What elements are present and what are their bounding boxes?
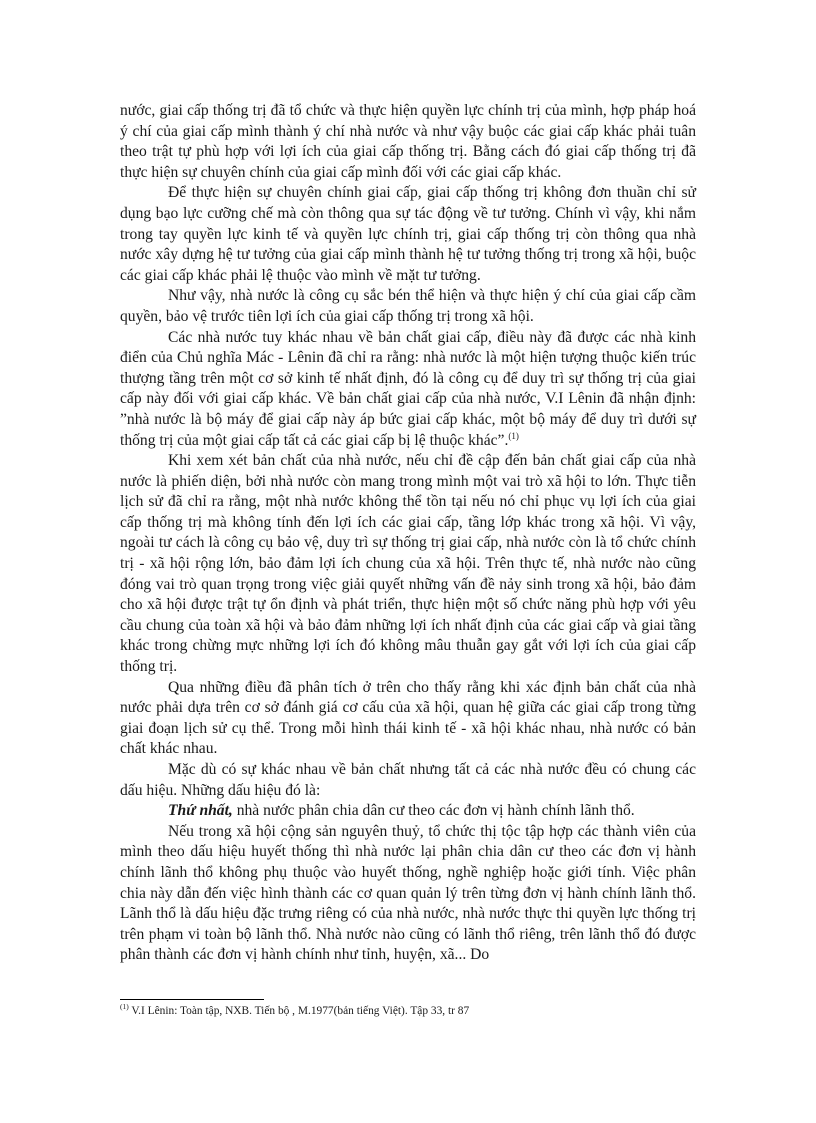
paragraph-social-role: Khi xem xét bản chất của nhà nước, nếu chỉ đề cập đến bản chất giai cấp của nhà nước là phiến diện, bởi nhà nước còn mang trong mình một vai trò xã hội to lớn. Thực tiễn lịch sử đã chỉ ra rằng, một nhà nước không thể tồn tại nếu nó chỉ phục vụ lợi ích của giai cấp thống trị mà không tính đến lợi ích các giai cấp, tầng lớp khác trong xã hội. Vì vậy, ngoài tư cách là công cụ bảo vệ, duy trì sự thống trị giai cấp, nhà nước còn là tổ chức chính trị - xã hội rộng lớn, bảo đảm lợi ích chung của xã hội. Trên thực tế, nhà nước nào cũng đóng vai trò quan trọng trong việc giải quyết những vấn đề nảy sinh trong xã hội, bảo đảm cho xã hội được trật tự ổn định và phát triển, thực hiện một số chức năng phù hợp với yêu cầu chung của toàn xã hội và bảo đảm những lợi ích nhất định của các giai cấp và giai tầng khác trong chừng mực những lợi ích đó không mâu thuẫn gay gắt với lợi ích của giai cấp thống trị. (120, 452, 696, 676)
paragraph-analysis: Qua những điều đã phân tích ở trên cho thấy rằng khi xác định bản chất của nhà nước phải dựa trên cơ sở đánh giá cơ cấu của xã hội, quan hệ giữa các giai cấp trong từng giai đoạn lịch sử cụ thể. Trong mỗi hình thái kinh tế - xã hội khác nhau, nhà nước có bản chất khác nhau. (120, 678, 696, 758)
footnote-reference: (1) (508, 430, 519, 441)
footnote-marker: (1) (120, 1002, 129, 1012)
paragraph-continuation: nước, giai cấp thống trị đã tổ chức và thực hiện quyền lực chính trị của mình, hợp pháp hoá ý chí của giai cấp mình thành ý chí nhà nước và như vậy buộc các giai cấp khác phải tuân theo trật tự phù hợp với lợi ích của giai cấp thống trị. Bằng cách đó giai cấp thống trị đã thực hiện sự chuyên chính của giai cấp mình đối với các giai cấp khác. (120, 102, 696, 181)
paragraph-conclusion: Như vậy, nhà nước là công cụ sắc bén thể hiện và thực hiện ý chí của giai cấp cầm quyền, bảo vệ trước tiên lợi ích của giai cấp thống trị trong xã hội. (120, 287, 696, 325)
footnote (120, 1004, 696, 1018)
footnote-separator (120, 999, 264, 1000)
footnote-text: V.I Lênin: Toàn tập, NXB. Tiến bộ , M.1977(bản tiếng Việt). Tập 33, tr 87 (128, 1005, 470, 1017)
paragraph-ideology: Để thực hiện sự chuyên chính giai cấp, giai cấp thống trị không đơn thuần chỉ sử dụng bạo lực cưỡng chế mà còn thông qua sự tác động về tư tưởng. Chính vì vậy, khi nắm trong tay quyền lực kinh tế và quyền lực chính trị, giai cấp thống trị còn thông qua nhà nước xây dựng hệ tư tưởng của giai cấp mình thành hệ tư tưởng thống trị trong xã hội, buộc các giai cấp khác phải lệ thuộc vào mình về mặt tư tưởng. (120, 184, 696, 284)
paragraph-first-sign (120, 801, 696, 822)
paragraph-territory: Nếu trong xã hội cộng sản nguyên thuỷ, tổ chức thị tộc tập hợp các thành viên của mình theo dấu hiệu huyết thống thì nhà nước lại phân chia dân cư theo các đơn vị hành chính lãnh thổ không phụ thuộc vào huyết thống, nghề nghiệp hoặc giới tính. Việc phân chia này dẫn đến việc hình thành các cơ quan quản lý trên từng đơn vị hành chính lãnh thổ. Lãnh thổ là dấu hiệu đặc trưng riêng có của nhà nước, nhà nước thực thi quyền lực thống trị trên phạm vi toàn bộ lãnh thổ. Nhà nước nào cũng có lãnh thổ riêng, trên lãnh thổ đó được phân thành các đơn vị hành chính như tỉnh, huyện, xã... Do (120, 822, 696, 964)
paragraph-signs-intro: Mặc dù có sự khác nhau về bản chất nhưng tất cả các nhà nước đều có chung các dấu hiệu. Những dấu hiệu đó là: (120, 761, 696, 799)
paragraph-lenin-quote (120, 328, 696, 452)
document-body (120, 101, 696, 966)
first-sign-lead: Thứ nhất, (168, 802, 233, 820)
first-sign-text: nhà nước phân chia dân cư theo các đơn vị hành chính lãnh thổ. (232, 802, 635, 820)
lenin-quote-text: Các nhà nước tuy khác nhau về bản chất giai cấp, điều này đã được các nhà kinh điển của Chủ nghĩa Mác - Lênin đã chỉ ra rằng: nhà nước là một hiện tượng thuộc kiến trúc thượng tầng trên một cơ sở kinh tế nhất định, đó là công cụ để duy trì sự thống trị của giai cấp này đối với giai cấp khác. Về bản chất giai cấp của nhà nước, V.I Lênin đã nhận định: ”nhà nước là bộ máy để giai cấp này áp bức giai cấp khác, một bộ máy để duy trì dưới sự thống trị của một giai cấp tất cả các giai cấp bị lệ thuộc khác”. (120, 328, 696, 449)
